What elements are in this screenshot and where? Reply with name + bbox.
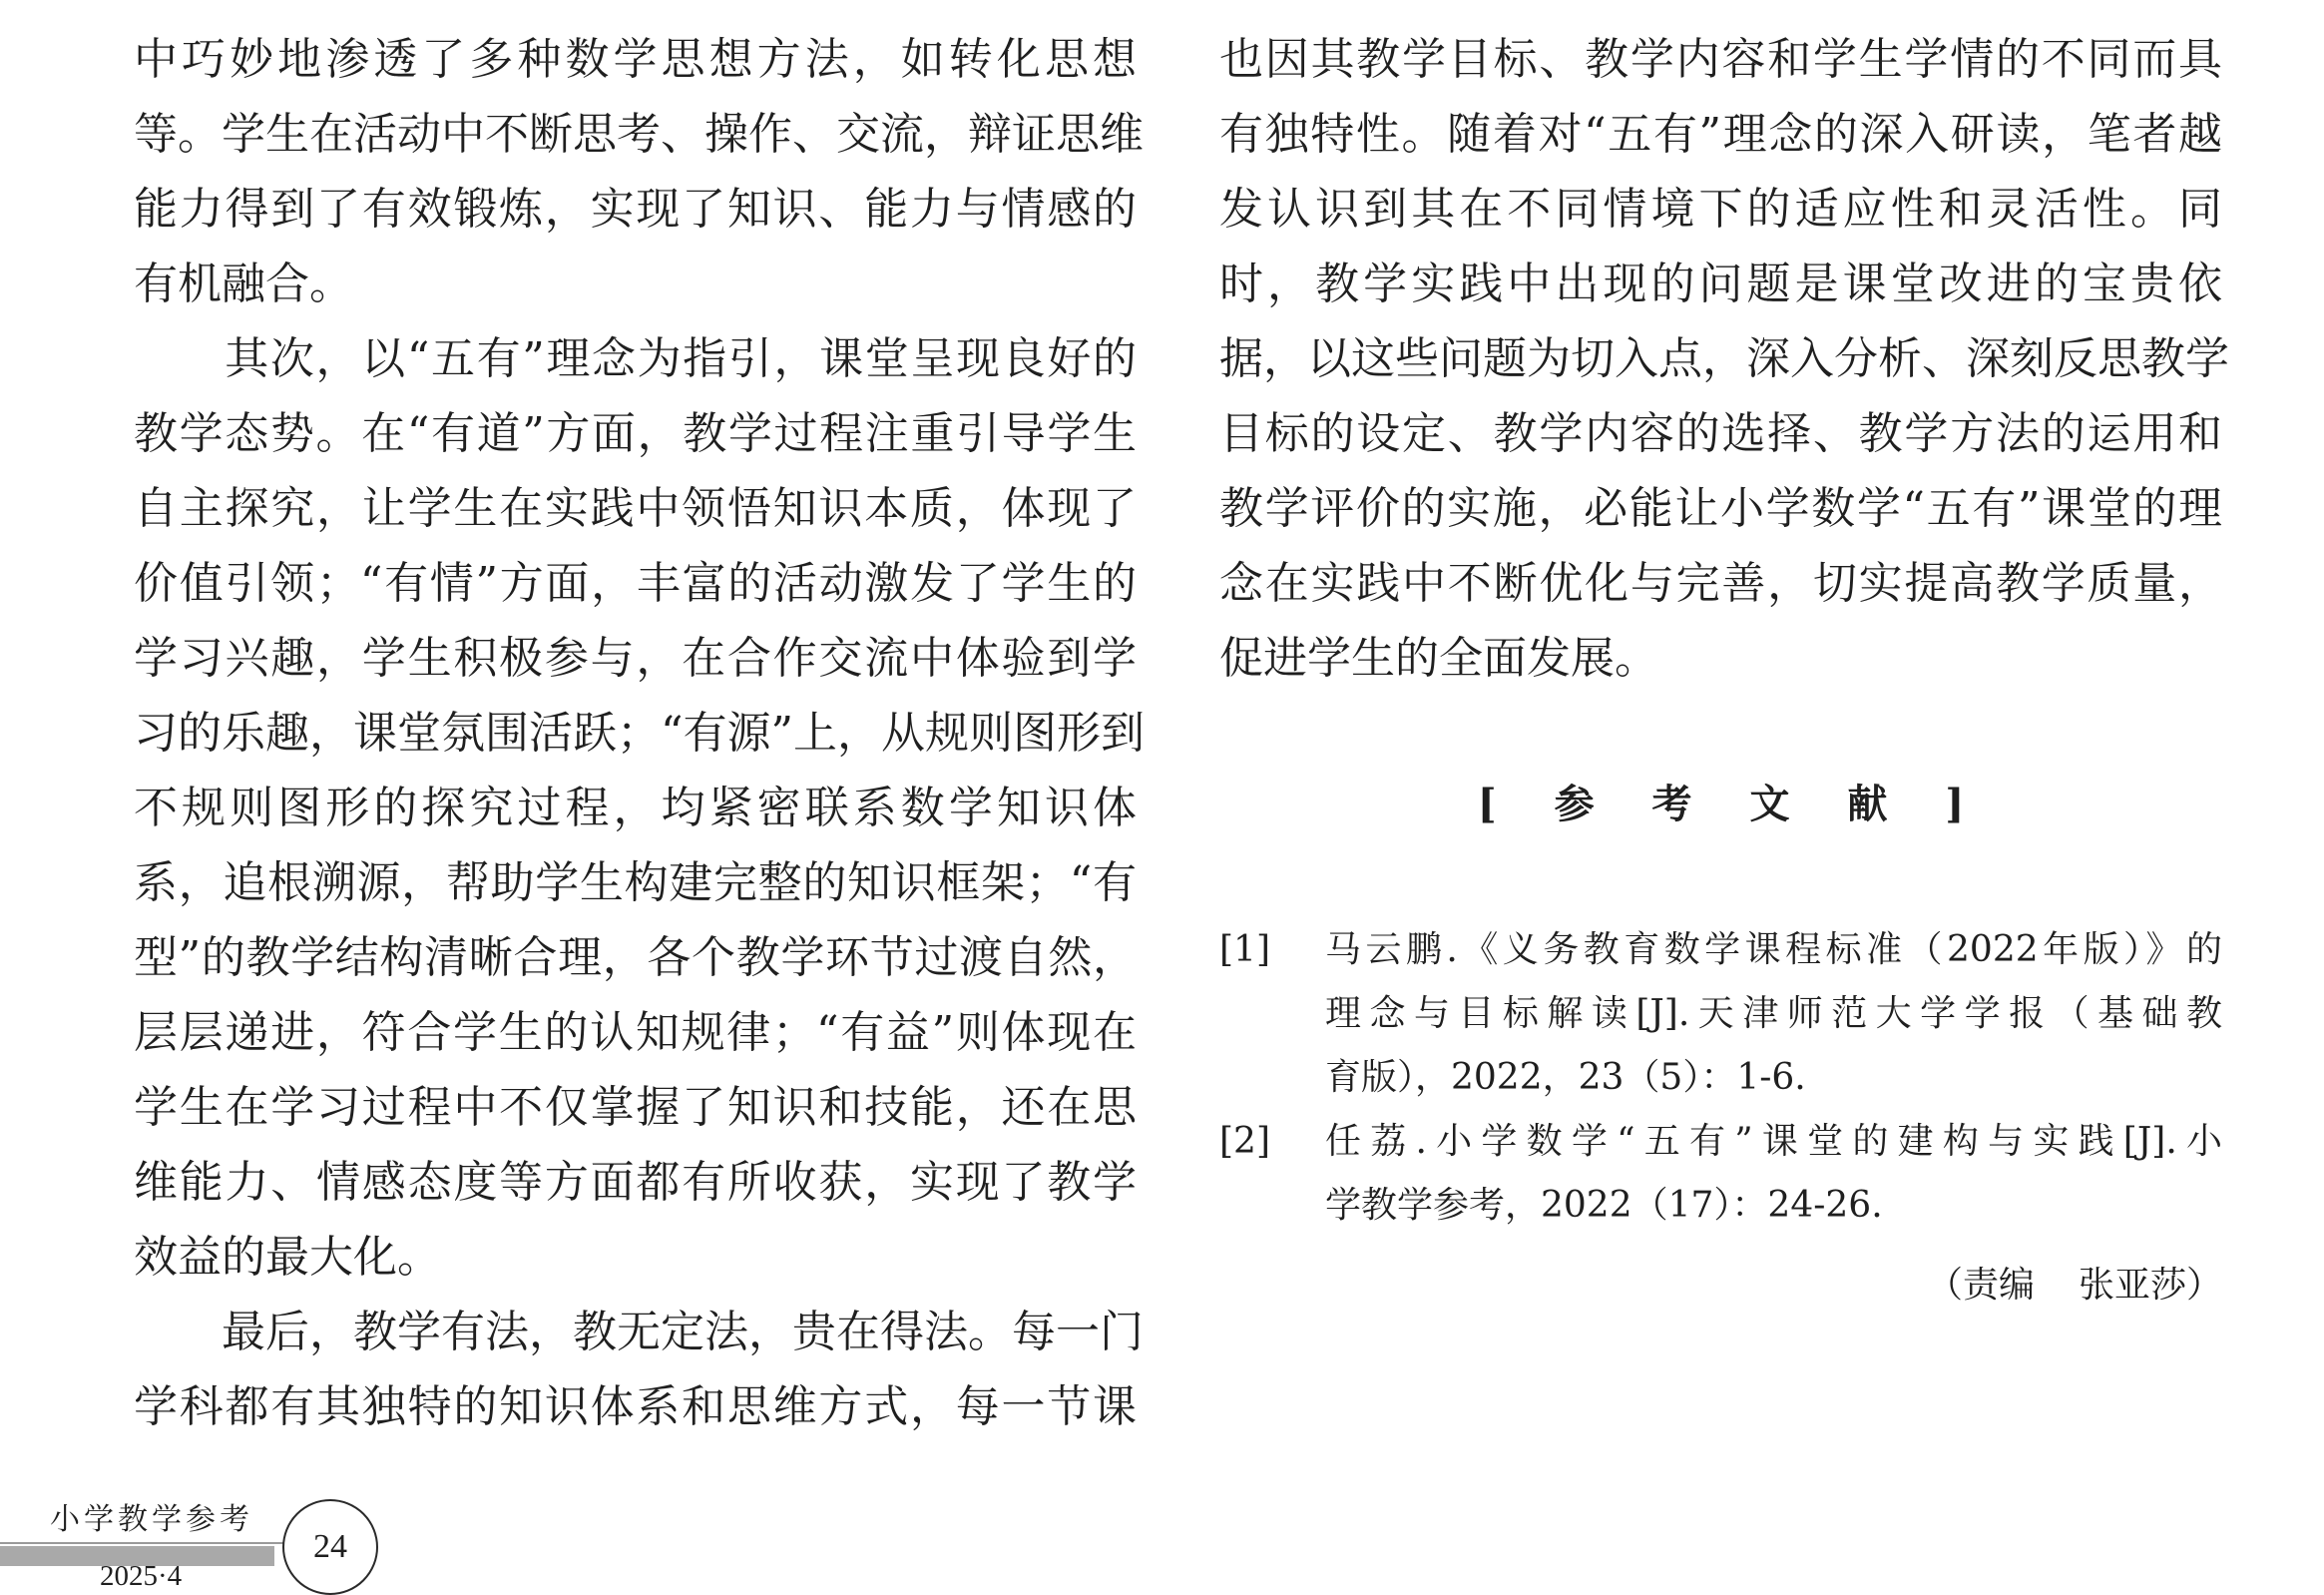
body-text-line: 目标的设定、教学内容的选择、教学方法的运用和 (1219, 408, 2222, 459)
editor-credit (1927, 1254, 2222, 1318)
body-text-line: 等。学生在活动中不断思考、操作、交流，辩证思维 (134, 109, 1144, 160)
body-text-line: 能力得到了有效锻炼，实现了知识、能力与情感的 (134, 184, 1137, 235)
heading-char: 参 (1554, 781, 1595, 827)
editor-name: 张亚莎） (2078, 1265, 2222, 1306)
reference-text-line: 马云鹏.《义务教育数学课程标准（2022年版）》的 (1325, 929, 2222, 970)
footer-rule (0, 1542, 299, 1544)
reference-text-line: 育版），2022，23（5）：1-6. (1325, 1057, 1806, 1098)
body-text-line: 有独特性。随着对“五有”理念的深入研读，笔者越 (1219, 109, 2222, 160)
body-text-line: 时，教学实践中出现的问题是课堂改进的宝贵依 (1219, 259, 2222, 309)
body-text-line: 层层递进，符合学生的认知规律；“有益”则体现在 (134, 1007, 1137, 1058)
body-text-line: 教学态势。在“有道”方面，教学过程注重引导学生 (134, 408, 1137, 459)
body-text-line: 也因其教学目标、教学内容和学生学情的不同而具 (1219, 34, 2222, 85)
body-text-line: 自主探究，让学生在实践中领悟知识本质，体现了 (134, 483, 1137, 534)
reference-text-line: 学教学参考，2022（17）：24-26. (1325, 1185, 1883, 1226)
reference-text-line: 任荔.小学数学“五有”课堂的建构与实践[J].小 (1325, 1121, 2222, 1162)
reference-number: [1] (1219, 929, 1270, 970)
body-text-line: 发认识到其在不同情境下的适应性和灵活性。同 (1219, 184, 2222, 235)
body-text-line: 效益的最大化。 (134, 1232, 441, 1283)
body-text-line: 不规则图形的探究过程，均紧密联系数学知识体 (134, 783, 1137, 833)
body-text-line: 学科都有其独特的知识体系和思维方式，每一节课 (134, 1381, 1137, 1432)
left-column (134, 22, 1145, 1444)
reference-text-line: 理念与目标解读[J].天津师范大学学报（基础教 (1325, 993, 2222, 1034)
body-text-line: 型”的教学结构清晰合理，各个教学环节过渡自然， (134, 932, 1137, 983)
body-text-line: 学习兴趣，学生积极参与，在合作交流中体验到学 (134, 633, 1137, 684)
body-text-line: 有机融合。 (134, 259, 353, 309)
reference-number: [2] (1219, 1121, 1270, 1162)
heading-bracket-open: [ (1477, 781, 1497, 827)
heading-char: 文 (1749, 781, 1790, 827)
body-text-line: 教学评价的实施，必能让小学数学“五有”课堂的理 (1219, 483, 2222, 534)
body-text-line: 习的乐趣，课堂氛围活跃；“有源”上，从规则图形到 (134, 708, 1145, 759)
body-text-line: 念在实践中不断优化与完善，切实提高教学质量， (1219, 558, 2222, 609)
body-text-line: 其次，以“五有”理念为指引，课堂呈现良好的 (134, 333, 1137, 384)
body-text-line: 价值引领；“有情”方面，丰富的活动激发了学生的 (134, 558, 1137, 609)
page-number: 24 (313, 1528, 347, 1565)
reference-list (1219, 918, 2222, 1238)
body-text-line: 维能力、情感态度等方面都有所收获，实现了教学 (134, 1157, 1137, 1208)
heading-bracket-close: ] (1945, 781, 1965, 827)
editor-label: （责编 (1926, 1265, 2035, 1306)
body-text-line: 学生在学习过程中不仅掌握了知识和技能，还在思 (134, 1082, 1137, 1133)
issue-date: 2025·4 (100, 1560, 183, 1592)
heading-char: 考 (1651, 781, 1692, 827)
body-text-line: 最后，教学有法，教无定法，贵在得法。每一门 (134, 1307, 1144, 1357)
reference-item (1219, 918, 2222, 982)
heading-char: 献 (1847, 781, 1888, 827)
references-heading (1219, 767, 2222, 841)
body-text-line: 据，以这些问题为切入点，深入分析、深刻反思教学 (1219, 333, 2229, 384)
body-text-line: 系，追根溯源，帮助学生构建完整的知识框架；“有 (134, 857, 1137, 908)
body-text-line: 中巧妙地渗透了多种数学思想方法，如转化思想 (134, 34, 1137, 85)
page-number-badge (282, 1499, 378, 1595)
journal-name: 小学教学参考 (50, 1502, 253, 1537)
body-text-line: 促进学生的全面发展。 (1219, 633, 1658, 684)
reference-item (1219, 1110, 2222, 1174)
right-column (1219, 22, 2229, 696)
